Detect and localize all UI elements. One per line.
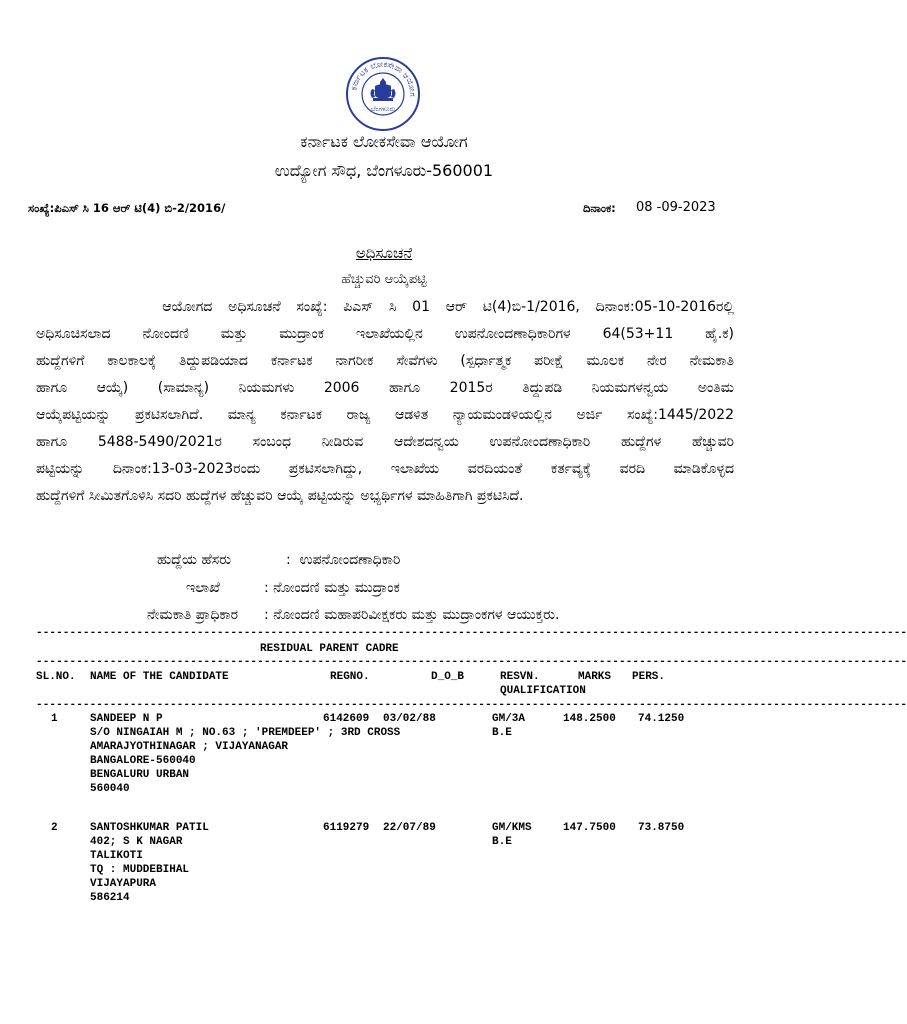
post-value: : ಉಪನೋಂದಣಾಧಿಕಾರಿ (286, 552, 401, 568)
separator-line: ---------------------------------------------------------------------------------------------------------------------------------- (36, 627, 907, 639)
notice-title (0, 244, 768, 262)
row-address-line: S/O NINGAIAH M ; NO.63 ; 'PREMDEEP' ; 3RD CROSS (90, 727, 401, 739)
header-dob: D_O_B (431, 671, 465, 683)
header-qualification: QUALIFICATION (500, 685, 586, 697)
date-label: ದಿನಾಂಕ: (583, 201, 616, 215)
row-address-line: 402; S K NAGAR (90, 836, 183, 848)
notice-title-text: ಅಧಿಸೂಚನೆ (355, 244, 413, 262)
date-value: 08 -09-2023 (636, 200, 716, 215)
notice-body (36, 294, 734, 510)
header-slno: SL.NO. (36, 671, 76, 683)
row-resvn: GM/KMS (492, 822, 532, 834)
row-dob: 03/02/88 (383, 713, 436, 725)
header-name: NAME OF THE CANDIDATE (90, 671, 229, 683)
row-address-line: TQ : MUDDEBIHAL (90, 864, 190, 876)
cadre-title: RESIDUAL PARENT CADRE (260, 643, 399, 655)
row-address-line: BENGALURU URBAN (90, 769, 190, 781)
notice-line: ಹಾಗೂ ಆಯ್ಕೆ) (ಸಾಮಾನ್ಯ) ನಿಯಮಗಳು 2006 ಹಾಗೂ 2015ರ ತಿದ್ದುಪಡಿ ನಿಯಮಗಳನ್ವಯ ಅಂತಿಮ (36, 380, 734, 396)
notice-line: ಪಟ್ಟಿಯನ್ನು ದಿನಾಂಕ:13-03-2023ರಂದು ಪ್ರಕಟಿಸಲಾಗಿದ್ದು, ಇಲಾಖೆಯ ವರದಿಯಂತೆ ಕರ್ತವ್ಯಕ್ಕೆ ವರದಿ ಮಾಡಿಕೊಳ್ಳದ (36, 461, 734, 477)
notice-line: ಹುದ್ದೆಗಳಿಗೆ ಕಾಲಕಾಲಕ್ಕೆ ತಿದ್ದುಪಡಿಯಾದ ಕರ್ನಾಟಕ ನಾಗರೀಕ ಸೇವೆಗಳು (ಸ್ಪರ್ಧಾತ್ಮಕ ಪರೀಕ್ಷೆ ಮೂಲಕ ನೇರ ನೇಮಕಾತಿ (36, 353, 734, 369)
row-qualification: B.E (492, 836, 512, 848)
row-address-line: TALIKOTI (90, 850, 143, 862)
row-regno: 6119279 (323, 822, 370, 834)
kpsc-seal-logo (345, 56, 421, 132)
notice-line: ಹುದ್ದೆಗಳಿಗೆ ಸೀಮಿತಗೊಳಿಸಿ ಸದರಿ ಹುದ್ದೆಗಳ ಹೆಚ್ಚುವರಿ ಆಯ್ಕೆ ಪಟ್ಟಿಯನ್ನು ಅಭ್ಯರ್ಥಿಗಳ ಮಾಹಿತಿಗಾಗಿ ಪ್ರಕಟಿಸಿದೆ. (36, 488, 524, 504)
row-candidate-name: SANDEEP N P (90, 713, 163, 725)
authority-value: : ನೋಂದಣಿ ಮಹಾಪರಿವೀಕ್ಷಕರು ಮತ್ತು ಮುದ್ರಾಂಕಗಳ ಆಯುಕ್ತರು. (264, 607, 560, 623)
row-marks: 148.2500 (563, 713, 616, 725)
row-resvn: GM/3A (492, 713, 526, 725)
notice-line: ಆಯ್ಕೆಪಟ್ಟಿಯನ್ನು ಪ್ರಕಟಿಸಲಾಗಿದೆ. ಮಾನ್ಯ ಕರ್ನಾಟಕ ರಾಜ್ಯ ಆಡಳಿತ ನ್ಯಾಯಮಂಡಳಿಯಲ್ಲಿನ ಅರ್ಜಿ ಸಂಖ್ಯೆ:1445/2022 (36, 407, 734, 423)
header-marks: MARKS (578, 671, 612, 683)
reference-number: ಸಂಖ್ಯೆ:ಪಿಎಸ್ ಸಿ 16 ಆರ್ ಟಿ(4) ಬಿ-2/2016/ (28, 201, 226, 215)
row-marks: 147.7500 (563, 822, 616, 834)
row-address-line: 586214 (90, 892, 130, 904)
org-name: ಕರ್ನಾಟಕ ಲೋಕಸೇವಾ ಆಯೋಗ (300, 132, 468, 151)
row-candidate-name: SANTOSHKUMAR PATIL (90, 822, 209, 834)
department-value: : ನೋಂದಣಿ ಮತ್ತು ಮುದ್ರಾಂಕ (264, 580, 400, 596)
separator-line: ---------------------------------------------------------------------------------------------------------------------------------- (36, 699, 907, 711)
row-dob: 22/07/89 (383, 822, 436, 834)
row-regno: 6142609 (323, 713, 370, 725)
notice-line: ಆಯೋಗದ ಅಧಿಸೂಚನೆ ಸಂಖ್ಯೆ: ಪಿಎಸ್ ಸಿ 01 ಆರ್ ಟಿ(4)ಬಿ-1/2016, ದಿನಾಂಕ:05-10-2016ರಲ್ಲಿ (36, 299, 734, 315)
row-address-line: AMARAJYOTHINAGAR ; VIJAYANAGAR (90, 741, 289, 753)
header-pers: PERS. (632, 671, 666, 683)
notice-line: ಹಾಗೂ 5488-5490/2021ರ ಸಂಬಂಧ ನೀಡಿರುವ ಆದೇಶದನ್ವಯ ಉಪನೋಂದಣಾಧಿಕಾರಿ ಹುದ್ದೆಗಳ ಹೆಚ್ಚುವರಿ (36, 434, 734, 450)
header-regno: REGNO. (330, 671, 370, 683)
header-resvn: RESVN. (500, 671, 540, 683)
separator-line: ---------------------------------------------------------------------------------------------------------------------------------- (36, 656, 907, 668)
seal-ring-text: ಕರ್ನಾಟಕ ಲೋಕಸೇವಾ ಆಯೋಗ (349, 59, 418, 97)
notice-subtitle: ಹೆಚ್ಚುವರಿ ಆಯ್ಕೆಪಟ್ಟಿ (341, 272, 427, 287)
org-address: ಉದ್ಯೋಗ ಸೌಧ, ಬೆಂಗಳೂರು-560001 (274, 161, 494, 180)
post-label: ಹುದ್ದೆಯ ಹೆಸರು (157, 552, 232, 568)
row-address-line: VIJAYAPURA (90, 878, 157, 890)
department-label: ಇಲಾಖೆ (186, 580, 220, 596)
row-pers: 73.8750 (638, 822, 685, 834)
row-slno: 2 (51, 822, 58, 834)
notice-line: ಅಧಿಸೂಚಿಸಲಾದ ನೋಂದಣಿ ಮತ್ತು ಮುದ್ರಾಂಕ ಇಲಾಖೆಯಲ್ಲಿನ ಉಪನೋಂದಣಾಧಿಕಾರಿಗಳ 64(53+11 ಹೈ.ಕ) (36, 326, 734, 342)
row-qualification: B.E (492, 727, 512, 739)
row-address-line: BANGALORE-560040 (90, 755, 196, 767)
authority-label: ನೇಮಕಾತಿ ಪ್ರಾಧಿಕಾರ (147, 607, 239, 623)
row-address-line: 560040 (90, 783, 130, 795)
row-pers: 74.1250 (638, 713, 685, 725)
seal-city-text: ಬೆಂಗಳೂರು (370, 105, 396, 113)
row-slno: 1 (51, 713, 58, 725)
